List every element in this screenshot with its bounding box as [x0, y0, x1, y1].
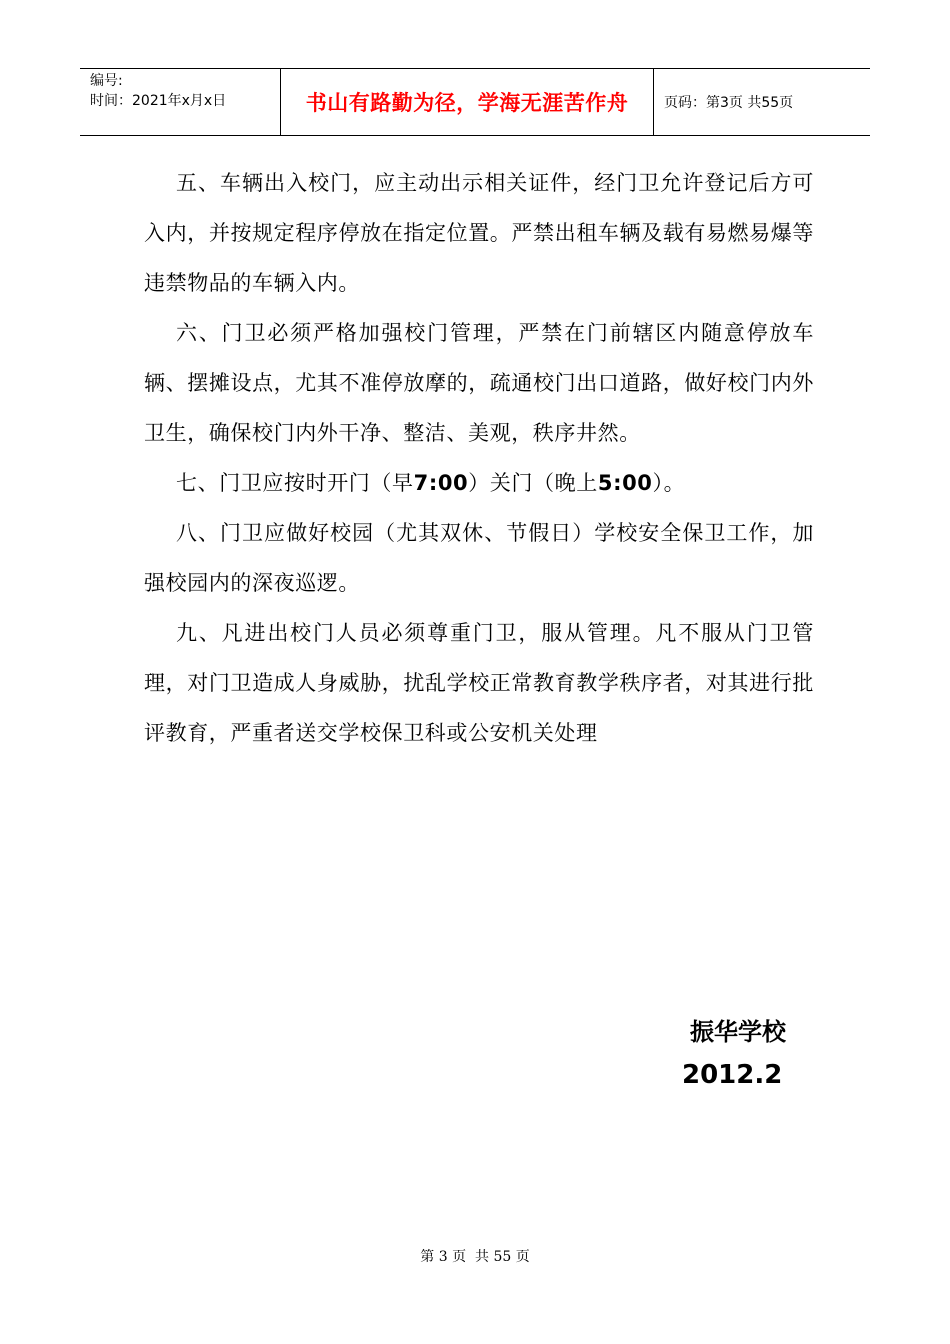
- paragraph-7-text-b: ）关门（晚上: [468, 471, 598, 495]
- page-footer: 第 3 页 共 55 页: [420, 1249, 530, 1265]
- paragraph-6: 六、门卫必须严格加强校门管理，严禁在门前辖区内随意停放车辆、摆摊设点，尤其不准停放摩的，疏通校门出口道路，做好校门内外卫生，确保校门内外干净、整洁、美观，秩序井然。: [144, 321, 814, 445]
- signature-date: 2012.2: [682, 1060, 783, 1090]
- paragraph-5: 五、车辆出入校门，应主动出示相关证件，经门卫允许登记后方可入内，并按规定程序停放在指定位置。严禁出租车辆及载有易燃易爆等违禁物品的车辆入内。: [144, 171, 814, 295]
- header-motto: 书山有路勤为径，学海无涯苦作舟: [281, 69, 654, 135]
- document-body: [144, 158, 814, 758]
- paragraph-7: [144, 458, 814, 508]
- open-time: 7:00: [413, 471, 469, 495]
- header-page-info: 页码：第3页 共55页: [664, 95, 794, 111]
- paragraph-7-text-c: ）。: [652, 471, 686, 495]
- document-number-label: 编号:: [90, 73, 123, 89]
- paragraph-9: 九、凡进出校门人员必须尊重门卫，服从管理。凡不服从门卫管理，对门卫造成人身威胁，扰乱学校正常教育教学秩序者，对其进行批评教育，严重者送交学校保卫科或公安机关处理: [144, 621, 814, 745]
- paragraph-8: 八、门卫应做好校园（尤其双休、节假日）学校安全保卫工作，加强校园内的深夜巡逻。: [144, 521, 814, 595]
- paragraph-7-text-a: 七、门卫应按时开门（早: [176, 471, 414, 495]
- document-time-label: 时间：2021年x月x日: [90, 93, 227, 109]
- header-meta-cell: [80, 69, 281, 135]
- signature-organization: 振华学校: [690, 1018, 786, 1046]
- header-table: [80, 68, 870, 136]
- close-time: 5:00: [597, 471, 653, 495]
